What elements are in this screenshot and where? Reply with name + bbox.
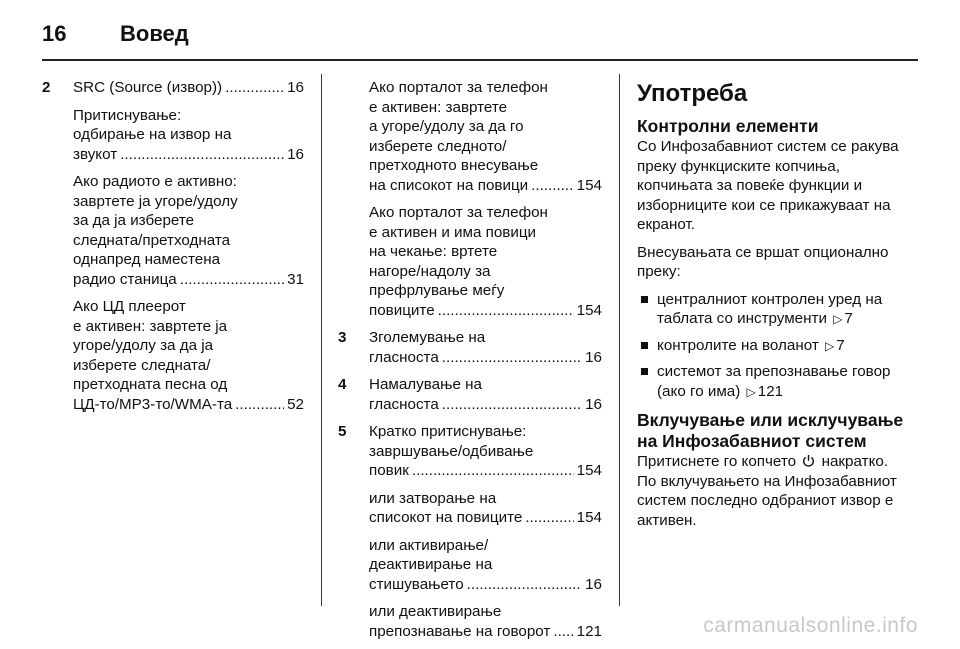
index-text: стишувањето bbox=[369, 575, 464, 593]
page-ref: 154 bbox=[576, 509, 602, 526]
bullet-text: централниот контролен уред на таблата со инструменти bbox=[657, 290, 883, 327]
bullet-square-icon bbox=[641, 342, 648, 349]
leader-dots bbox=[553, 622, 573, 642]
leader-dots bbox=[225, 78, 284, 98]
text-line: Ако порталот за телефон bbox=[369, 79, 548, 96]
text-line: претходното внесување bbox=[369, 157, 539, 174]
leader-dots bbox=[442, 348, 582, 368]
index-line bbox=[369, 301, 602, 321]
index-line bbox=[73, 270, 304, 290]
index-line bbox=[369, 461, 602, 481]
index-block bbox=[73, 297, 304, 414]
index-block bbox=[369, 489, 602, 528]
text-line: угоре/удолу за да ја bbox=[73, 337, 214, 354]
leader-dots bbox=[531, 176, 574, 196]
watermark: carmanualsonline.info bbox=[703, 614, 918, 637]
paragraph bbox=[637, 452, 913, 472]
text-line: нагоре/надолу за bbox=[369, 262, 491, 280]
text-line: или затворање на bbox=[369, 489, 497, 507]
text-line: изберете следното/ bbox=[369, 137, 507, 155]
leader-dots bbox=[438, 301, 574, 321]
index-text: звукот bbox=[73, 145, 118, 163]
index-block bbox=[369, 78, 602, 195]
entry-number: 2 bbox=[42, 79, 51, 96]
text-line: е активен: завртете bbox=[369, 98, 508, 116]
text-line: на чекање: вртете bbox=[369, 243, 498, 260]
page-ref: 154 bbox=[576, 462, 602, 479]
text-line: или деактивирање bbox=[369, 603, 502, 620]
page-ref: 7 bbox=[836, 336, 845, 354]
index-block bbox=[369, 422, 602, 481]
subheading-power: Вклучување или исклучување на Инфозабавниот систем bbox=[637, 410, 904, 451]
index-text: радио станица bbox=[73, 270, 177, 288]
bullet-text: контролите на воланот bbox=[657, 336, 819, 354]
bullet-square-icon bbox=[641, 368, 648, 375]
text-line: изберете следната/ bbox=[73, 356, 211, 374]
entry-number: 3 bbox=[338, 329, 347, 346]
bullet-list bbox=[637, 290, 913, 403]
entry-2-continued bbox=[338, 78, 602, 320]
section-heading: Употреба bbox=[637, 80, 748, 107]
text-line: Ако порталот за телефон bbox=[369, 204, 548, 221]
column-2 bbox=[338, 78, 602, 649]
index-line bbox=[369, 622, 602, 642]
index-line bbox=[73, 395, 304, 415]
index-text: SRC (Source (извор)) bbox=[73, 79, 223, 96]
page-ref: 121 bbox=[576, 622, 602, 640]
paragraph: Со Инфозабавниот систем се ракува преку функциските копчиња, копчињата за повеќе функции и изборниците кои се прикажуваат на екранот. bbox=[637, 138, 899, 233]
index-text: ЦД-то/МР3-то/WMA-та bbox=[73, 395, 233, 413]
index-line bbox=[369, 508, 602, 528]
column-divider-1 bbox=[321, 74, 322, 606]
text-line: или активирање/ bbox=[369, 536, 489, 554]
index-block bbox=[73, 172, 304, 289]
entry-5 bbox=[338, 422, 602, 641]
page-ref: 16 bbox=[585, 348, 602, 366]
section-title: Вовед bbox=[120, 21, 189, 46]
index-text: на списокот на повици bbox=[369, 176, 529, 194]
text-span: Притиснете го копчето bbox=[637, 453, 797, 470]
text-line: Кратко притиснување: bbox=[369, 423, 527, 440]
text-line: одбирање на извор на bbox=[73, 126, 232, 143]
page-ref: 16 bbox=[287, 145, 304, 163]
leader-dots bbox=[180, 270, 284, 290]
paragraph: Внесувањата се вршат опционално преку: bbox=[637, 243, 889, 280]
index-line bbox=[369, 176, 602, 196]
entry-4 bbox=[338, 375, 602, 414]
index-block bbox=[73, 106, 304, 165]
entry-number: 4 bbox=[338, 376, 347, 393]
index-line bbox=[369, 348, 602, 368]
index-text: гласноста bbox=[369, 348, 439, 366]
index-text: повиците bbox=[369, 301, 435, 319]
page-reference-arrow-icon: ▷ bbox=[833, 312, 843, 326]
column-3 bbox=[637, 78, 913, 538]
text-line: Ако ЦД плеерот bbox=[73, 298, 186, 315]
text-line: а угоре/удолу за да го bbox=[369, 118, 524, 135]
page-reference-arrow-icon: ▷ bbox=[825, 338, 835, 353]
list-item bbox=[637, 336, 913, 357]
text-line: завршување/одбивање bbox=[369, 442, 534, 460]
bullet-square-icon bbox=[641, 296, 648, 303]
leader-dots bbox=[235, 395, 284, 415]
entry-3 bbox=[338, 328, 602, 367]
page-ref: 121 bbox=[757, 382, 784, 400]
power-icon bbox=[802, 452, 815, 472]
page-reference-arrow-icon: ▷ bbox=[746, 384, 756, 399]
page-ref: 16 bbox=[287, 79, 304, 96]
index-text: списокот на повиците bbox=[369, 509, 523, 526]
page-ref: 16 bbox=[585, 395, 602, 413]
index-text: гласноста bbox=[369, 395, 439, 413]
text-line: Притиснување: bbox=[73, 106, 182, 124]
text-line: однапред наместена bbox=[73, 251, 221, 268]
text-span: накратко. bbox=[821, 453, 889, 470]
page-ref: 154 bbox=[576, 176, 602, 194]
list-item bbox=[637, 362, 913, 402]
column-divider-2 bbox=[619, 74, 620, 606]
index-line bbox=[73, 78, 304, 98]
page-ref: 7 bbox=[844, 310, 853, 327]
text-line: деактивирање на bbox=[369, 556, 493, 573]
page-number: 16 bbox=[42, 21, 67, 46]
page-header bbox=[42, 14, 189, 54]
leader-dots bbox=[442, 395, 582, 415]
text-line: е активен: завртете ја bbox=[73, 317, 228, 335]
text-line: Намалување на bbox=[369, 376, 482, 393]
index-block bbox=[369, 203, 602, 320]
leader-dots bbox=[120, 145, 284, 165]
leader-dots bbox=[412, 461, 574, 481]
entry-number: 5 bbox=[338, 423, 347, 440]
entry-2 bbox=[42, 78, 304, 414]
page-ref: 31 bbox=[287, 270, 304, 288]
text-line: следната/претходната bbox=[73, 231, 231, 249]
text-line: за да ја изберете bbox=[73, 212, 195, 229]
index-line bbox=[369, 395, 602, 415]
page-ref: 16 bbox=[585, 575, 602, 593]
index-block bbox=[369, 602, 602, 641]
text-line: Зголемување на bbox=[369, 329, 486, 346]
index-text: повик bbox=[369, 462, 409, 479]
text-line: претходната песна од bbox=[73, 376, 228, 393]
subheading-controls: Контролни елементи bbox=[637, 116, 819, 136]
column-1 bbox=[42, 78, 304, 422]
index-line bbox=[369, 575, 602, 595]
leader-dots bbox=[467, 575, 582, 595]
index-text: препознавање на говорот bbox=[369, 622, 551, 640]
text-line: Ако радиото е активно: bbox=[73, 173, 237, 190]
page-ref: 52 bbox=[287, 395, 304, 413]
text-line: префрлување меѓу bbox=[369, 282, 505, 299]
index-line bbox=[73, 145, 304, 165]
list-item bbox=[637, 290, 913, 330]
leader-dots bbox=[525, 508, 573, 528]
bullet-text: системот за препознавање говор (ако го има) bbox=[657, 363, 891, 400]
paragraph: По вклучувањето на Инфозабавниот систем последно одбраниот извор е активен. bbox=[637, 472, 897, 529]
text-line: завртете ја угоре/удолу bbox=[73, 192, 238, 210]
text-line: е активен и има повици bbox=[369, 223, 537, 241]
page-ref: 154 bbox=[576, 301, 602, 319]
header-rule bbox=[42, 59, 918, 61]
index-block bbox=[369, 536, 602, 595]
